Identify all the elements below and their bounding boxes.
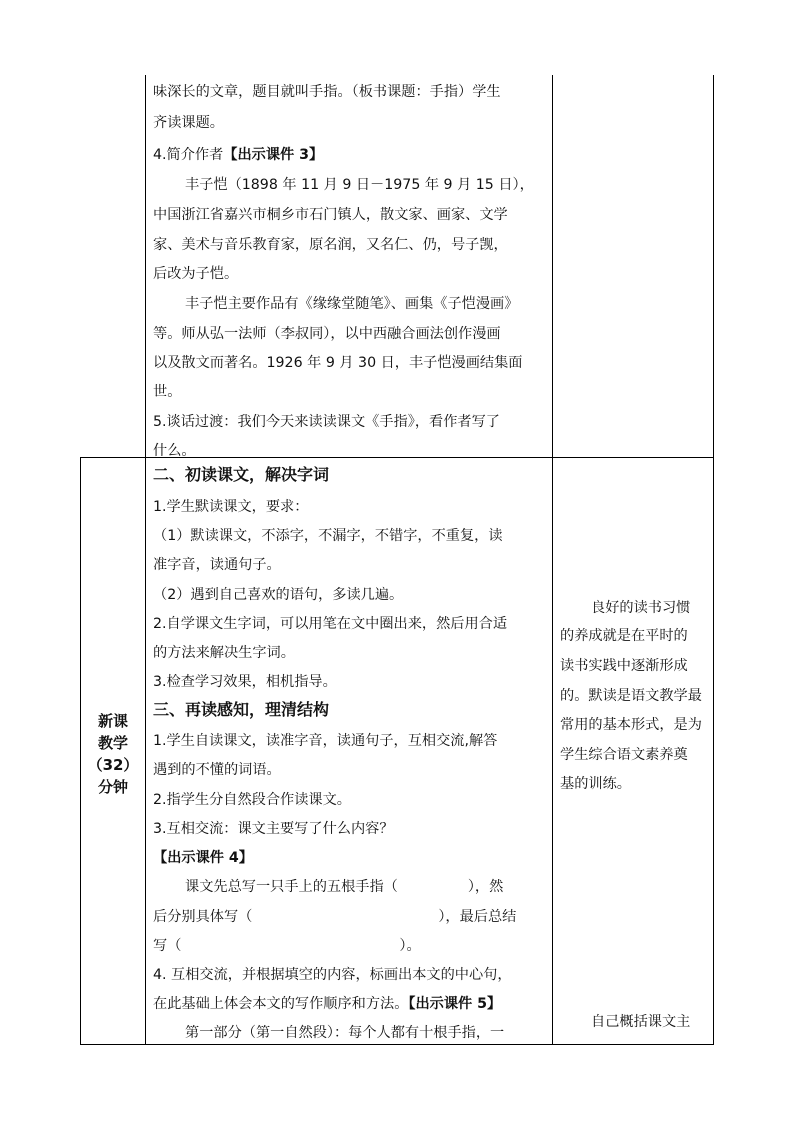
table-border-right (713, 75, 714, 1044)
text-line: 家、美术与音乐教育家，原名润，又名仁、仍，号子觊， (153, 237, 508, 253)
text-line: 3.检查学习效果，相机指导。 (153, 674, 337, 690)
text-line: 等。师从弘一法师（李叔同），以中西融合画法创作漫画 (153, 326, 501, 342)
text-line: 齐读课题。 (153, 115, 224, 131)
text-line: 1.学生默读课文，要求： (153, 499, 309, 515)
text-fragment: ）。 (399, 938, 421, 954)
text-line: 准字音，读通句子。 (153, 557, 281, 573)
text-line: 的方法来解决生字词。 (153, 645, 295, 661)
note-line: 常用的基本形式，是为 (560, 717, 702, 733)
text-line: 什么。 (153, 443, 196, 459)
courseware-4-label: 【出示课件 4】 (153, 850, 253, 866)
text-line: 后改为子恺。 (153, 266, 239, 282)
label-line: 教学 (97, 734, 128, 752)
text-line: （1）默读课文，不添字，不漏字，不错字，不重复，读 (153, 528, 503, 544)
table-border-bottom (80, 1044, 714, 1045)
fill-blank-line-3 (153, 936, 421, 956)
text-line: 5.谈话过渡：我们今天来读读课文《手指》，看作者写了 (153, 414, 500, 430)
courseware-3-label: 【出示课件 3】 (223, 147, 324, 163)
section-heading-3: 三、再读感知，理清结构 (153, 700, 330, 719)
courseware-5-label: 【出示课件 5】 (408, 996, 502, 1012)
text-line: 味深长的文章，题目就叫手指。（板书课题：手指）学生 (153, 84, 501, 100)
label-line: 分钟 (97, 778, 128, 796)
text-line: 遇到的不懂的词语。 (153, 762, 281, 778)
label-line: （32） (87, 756, 139, 774)
fill-blank-line-1 (185, 877, 503, 897)
author-intro-line (153, 145, 323, 165)
note-line: 学生综合语文素养奠 (560, 747, 688, 763)
text-line: 世。 (153, 384, 182, 400)
text-fragment: 写（ (153, 938, 182, 954)
text-line: 第一部分（第一自然段）：每个人都有十根手指，一 (185, 1025, 505, 1041)
text-fragment: ），最后总结 (438, 909, 517, 925)
method-line (153, 994, 501, 1014)
text-fragment: ），然 (467, 879, 504, 895)
text-line: 丰子恺（1898 年 11 月 9 日－1975 年 9 月 15 日）， (185, 177, 534, 193)
table-divider-1 (145, 75, 146, 1044)
note-line: 良好的读书习惯 (591, 600, 691, 616)
fill-blank-line-2 (153, 907, 516, 927)
text-line: 丰子恺主要作品有《缘缘堂随笔》、画集《子恺漫画》 (185, 296, 519, 312)
note-line: 的养成就是在平时的 (560, 628, 688, 644)
text-line: 中国浙江省嘉兴市桐乡市石门镇人，散文家、画家、文学 (153, 207, 508, 223)
section-label (81, 710, 145, 798)
note-line: 读书实践中逐渐形成 (560, 658, 688, 674)
text-fragment: 后分别具体写（ (153, 909, 253, 925)
text-line: 4. 互相交流，并根据填空的内容，标画出本文的中心句， (153, 967, 512, 983)
text-fragment: 在此基础上体会本文的写作顺序和方法。 (153, 996, 409, 1012)
table-divider-2 (552, 75, 553, 1044)
text-line: 1.学生自读课文，读准字音，读通句子，互相交流,解答 (153, 733, 498, 749)
text-line: 3.互相交流：课文主要写了什么内容？ (153, 821, 394, 837)
note-line: 自己概括课文主 (591, 1014, 691, 1030)
text-line: 2.自学课文生字词，可以用笔在文中圈出来，然后用合适 (153, 616, 508, 632)
text-line: 以及散文而著名。1926 年 9 月 30 日，丰子恺漫画结集面 (153, 355, 523, 371)
text-fragment: 课文先总写一只手上的五根手指（ (185, 879, 398, 895)
text-line: （2）遇到自己喜欢的语句，多读几遍。 (153, 587, 404, 603)
text-line: 4.简介作者 (153, 147, 224, 163)
section-heading-2: 二、初读课文，解决字词 (153, 465, 330, 484)
note-line: 基的训练。 (560, 776, 631, 792)
text-line: 2.指学生分自然段合作读课文。 (153, 792, 351, 808)
note-line: 的。默读是语文教学最 (560, 688, 702, 704)
label-line: 新课 (97, 712, 128, 730)
